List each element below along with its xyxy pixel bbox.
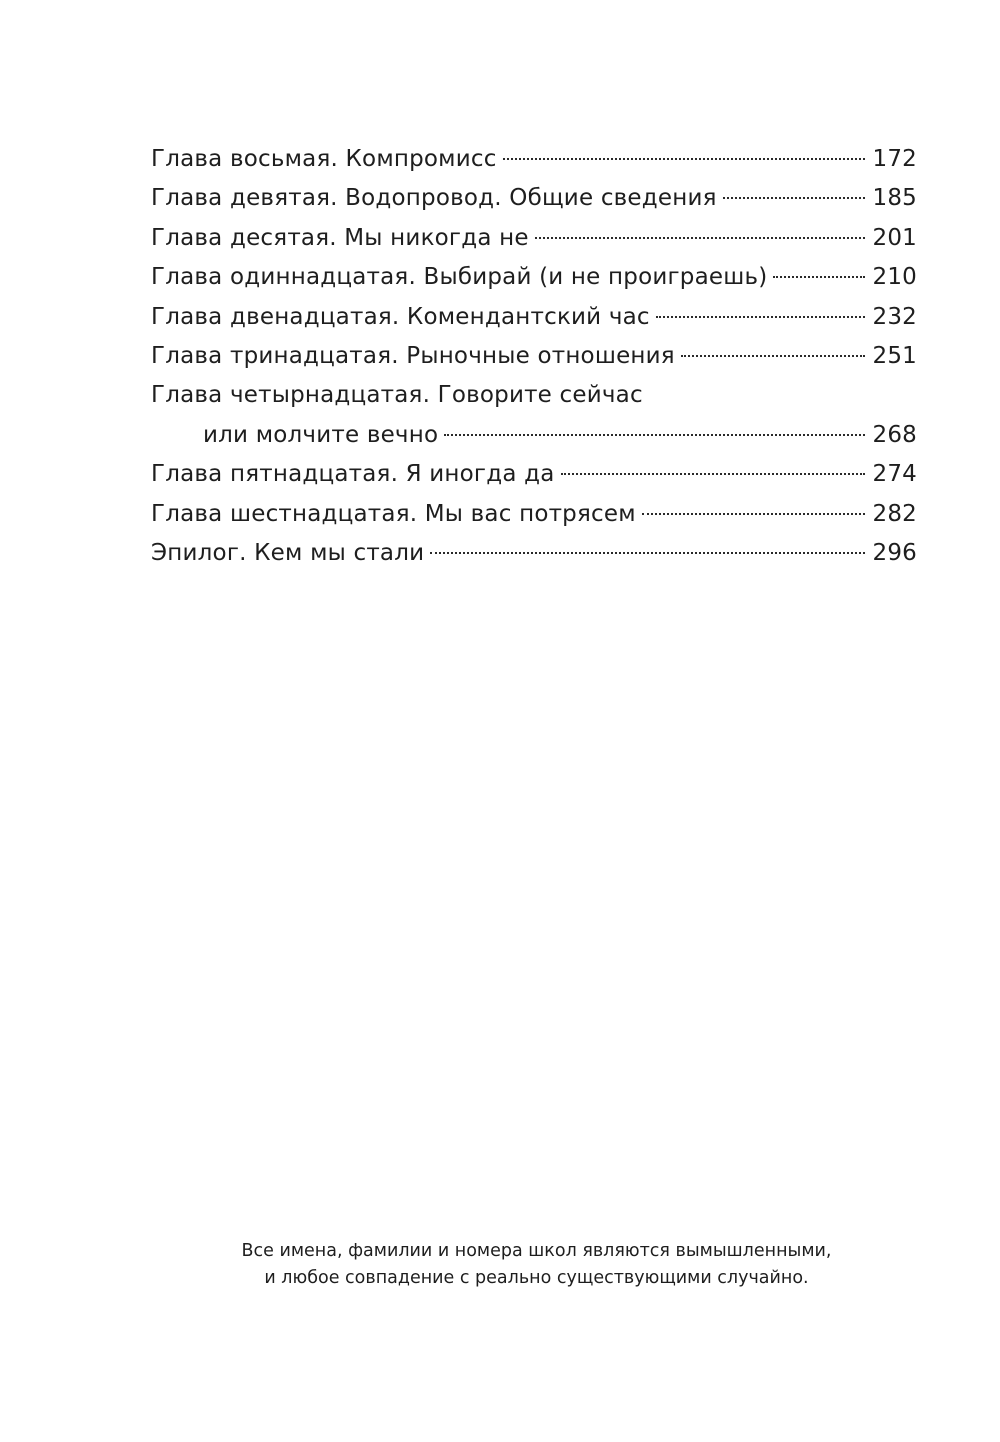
toc-page-number: 210 — [872, 264, 917, 291]
toc-dot-leader — [430, 552, 864, 554]
toc-entry-title: Глава восьмая. Компромисс — [151, 146, 497, 172]
toc-entry-title: Глава десятая. Мы никогда не — [151, 224, 529, 251]
toc-line-continuation — [151, 416, 917, 455]
toc-line — [151, 337, 917, 376]
toc-line — [151, 219, 917, 258]
toc-line — [151, 376, 917, 415]
toc-entry-title: Эпилог. Кем мы стали — [151, 540, 425, 567]
toc-line — [151, 258, 917, 297]
toc-dot-leader — [561, 473, 865, 475]
toc-page-number: 185 — [872, 185, 917, 212]
toc-dot-leader — [773, 276, 864, 278]
toc-dot-leader — [535, 237, 865, 239]
toc-page-number: 201 — [872, 224, 917, 251]
toc-page-number: 268 — [872, 421, 917, 448]
toc-dot-leader — [681, 355, 865, 357]
toc-entry — [151, 179, 917, 218]
toc-line — [151, 495, 917, 534]
toc-page-number: 172 — [872, 146, 917, 172]
toc-line — [151, 455, 917, 494]
toc-page-number: 274 — [872, 461, 917, 488]
toc-line — [151, 140, 917, 179]
toc-dot-leader — [444, 434, 864, 436]
toc-line — [151, 179, 917, 218]
toc-entry — [151, 376, 917, 455]
toc-dot-leader — [503, 158, 865, 160]
toc-entry — [151, 495, 917, 534]
toc-entry-title: Глава четырнадцатая. Говорите сейчас — [151, 382, 643, 409]
toc-entry — [151, 258, 917, 297]
toc-entry-title: Глава девятая. Водопровод. Общие сведения — [151, 185, 717, 212]
toc-entry-title-continuation: или молчите вечно — [203, 421, 439, 448]
toc-entry — [151, 219, 917, 258]
toc-page-number: 251 — [872, 343, 917, 370]
disclaimer-line: и любое совпадение с реально существующими случайно. — [264, 1268, 809, 1288]
toc-entry-title: Глава шестнадцатая. Мы вас потрясем — [151, 500, 636, 527]
table-of-contents — [151, 140, 917, 573]
disclaimer-note — [0, 1238, 1000, 1292]
disclaimer-line: Все имена, фамилии и номера школ являются вымышленными, — [241, 1241, 832, 1261]
toc-entry — [151, 337, 917, 376]
toc-entry — [151, 298, 917, 337]
toc-entry — [151, 140, 917, 179]
toc-entry — [151, 455, 917, 494]
toc-page-number: 296 — [872, 540, 917, 567]
toc-page-number: 282 — [872, 500, 917, 527]
toc-entry-title: Глава тринадцатая. Рыночные отношения — [151, 343, 675, 370]
toc-entry — [151, 534, 917, 573]
toc-dot-leader — [723, 197, 865, 199]
toc-entry-title: Глава пятнадцатая. Я иногда да — [151, 461, 555, 488]
toc-entry-title: Глава двенадцатая. Комендантский час — [151, 303, 650, 330]
toc-page-number: 232 — [872, 303, 917, 330]
toc-dot-leader — [656, 316, 865, 318]
toc-line — [151, 534, 917, 573]
toc-entry-title: Глава одиннадцатая. Выбирай (и не проиграешь) — [151, 264, 768, 291]
toc-line — [151, 298, 917, 337]
toc-dot-leader — [642, 513, 865, 515]
